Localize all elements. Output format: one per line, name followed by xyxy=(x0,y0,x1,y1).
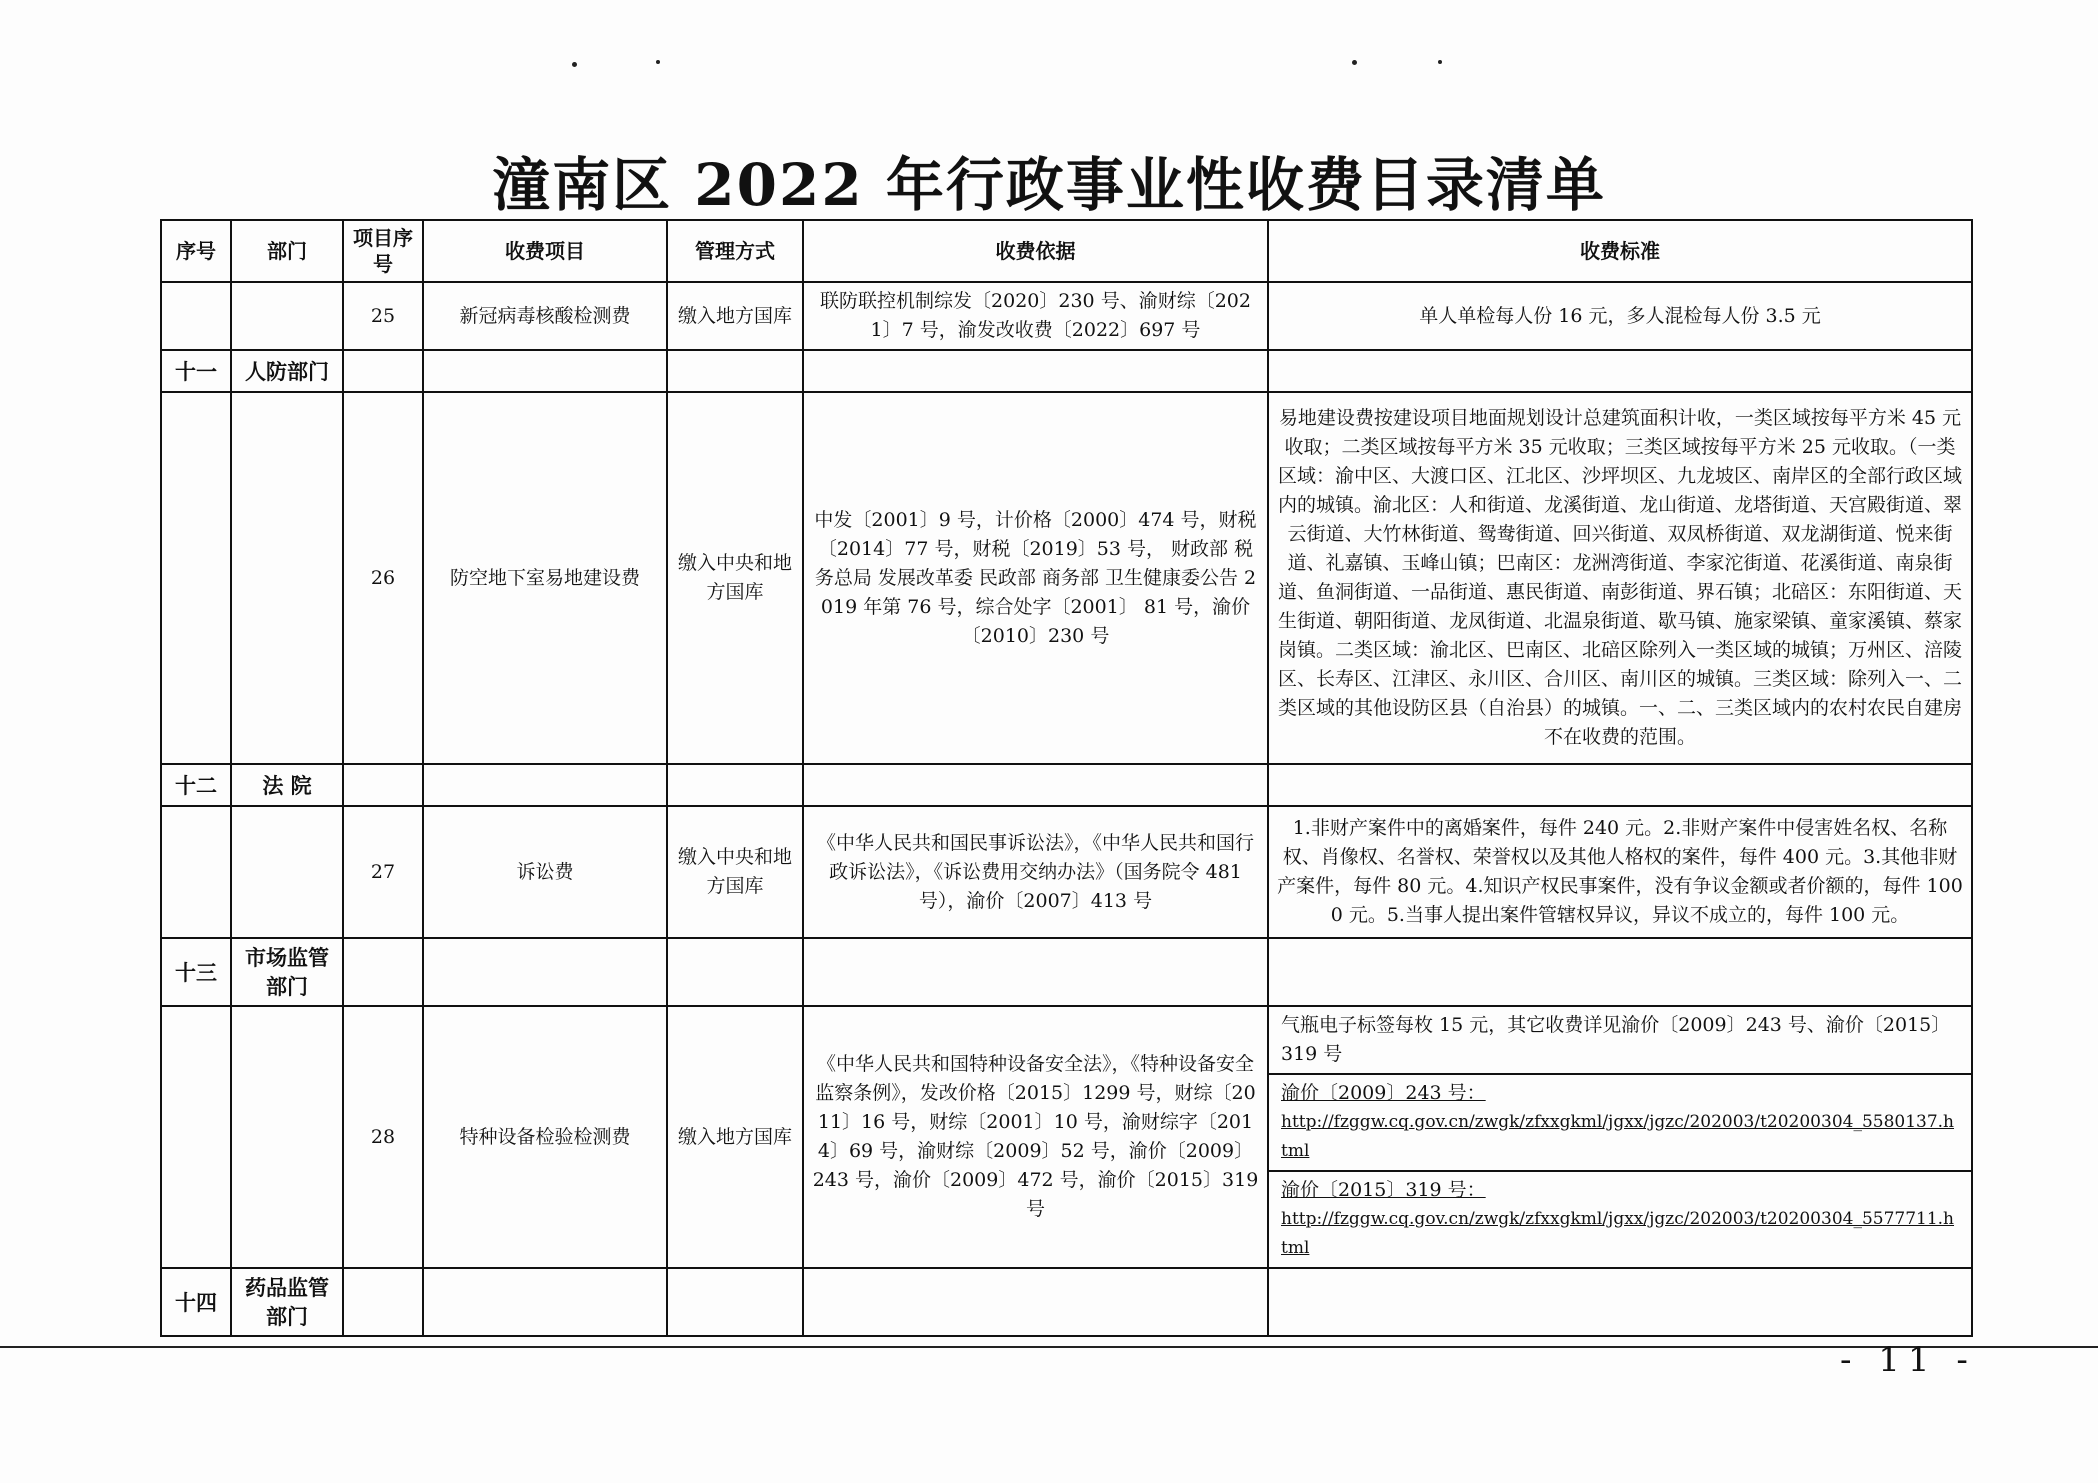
reference-block xyxy=(1269,1073,1971,1170)
table-row xyxy=(161,1006,1972,1268)
section-no: 十三 xyxy=(161,938,231,1006)
section-no: 十二 xyxy=(161,764,231,806)
reference-block xyxy=(1269,1170,1971,1267)
page-number: - 11 - xyxy=(1840,1340,1976,1380)
section-dept: 药品监管部门 xyxy=(231,1268,343,1336)
item-no: 28 xyxy=(343,1006,423,1268)
section-row xyxy=(161,938,1972,1006)
header-basis: 收费依据 xyxy=(803,220,1268,282)
section-dept: 法 院 xyxy=(231,764,343,806)
header-item: 收费项目 xyxy=(423,220,667,282)
fee-standard: 单人单检每人份 16 元，多人混检每人份 3.5 元 xyxy=(1268,282,1972,350)
reference-link[interactable]: http://fzggw.cq.gov.cn/zwgk/zfxxgkml/jgxx/jgzc/202003/t20200304_5577711.html xyxy=(1281,1209,1955,1258)
header-manage: 管理方式 xyxy=(667,220,803,282)
manage-mode: 缴入中央和地方国库 xyxy=(667,806,803,938)
scan-dot xyxy=(1438,60,1442,64)
fee-basis: 中发〔2001〕9 号，计价格〔2000〕474 号，财税〔2014〕77 号，财税〔2019〕53 号， 财政部 税务总局 发展改革委 民政部 商务部 卫生健康委公告 2019 年第 76 号，综合处字〔2001〕 81 号，渝价〔2010〕230 号 xyxy=(803,392,1268,764)
item-no: 25 xyxy=(343,282,423,350)
header-standard: 收费标准 xyxy=(1268,220,1972,282)
scan-dot xyxy=(572,62,577,67)
table-header-row xyxy=(161,220,1972,282)
header-dept: 部门 xyxy=(231,220,343,282)
header-no: 序号 xyxy=(161,220,231,282)
section-no: 十一 xyxy=(161,350,231,392)
item-no: 27 xyxy=(343,806,423,938)
page-title: 潼南区 2022 年行政事业性收费目录清单 xyxy=(492,151,1606,219)
fee-basis: 《中华人民共和国特种设备安全法》，《特种设备安全监察条例》，发改价格〔2015〕1299 号，财综〔2011〕16 号，财综〔2001〕10 号，渝财综字〔2014〕69 号，渝财综〔2009〕52 号，渝价〔2009〕243 号，渝价〔2009〕472 号，渝价〔2015〕319 号 xyxy=(803,1006,1268,1268)
fee-standard: 1.非财产案件中的离婚案件，每件 240 元。2.非财产案件中侵害姓名权、名称权、肖像权、名誉权、荣誉权以及其他人格权的案件，每件 400 元。3.其他非财产案件，每件 80 元。4.知识产权民事案件，没有争议金额或者价额的，每件 1000 元。5.当事人提出案件管辖权异议，异议不成立的，每件 100 元。 xyxy=(1268,806,1972,938)
table-row xyxy=(161,806,1972,938)
fee-basis: 《中华人民共和国民事诉讼法》，《中华人民共和国行政诉讼法》，《诉讼费用交纳办法》（国务院令 481 号），渝价〔2007〕413 号 xyxy=(803,806,1268,938)
section-row xyxy=(161,350,1972,392)
manage-mode: 缴入地方国库 xyxy=(667,282,803,350)
section-dept: 人防部门 xyxy=(231,350,343,392)
reference-label: 渝价〔2009〕243 号： xyxy=(1281,1082,1486,1104)
fee-standard: 易地建设费按建设项目地面规划设计总建筑面积计收，一类区域按每平方米 45 元收取；二类区域按每平方米 35 元收取；三类区域按每平方米 25 元收取。（一类区域：渝中区、大渡口区、江北区、沙坪坝区、九龙坡区、南岸区的全部行政区域内的城镇。渝北区：人和街道、龙溪街道、龙山街道、龙塔街道、天宫殿街道、翠云街道、大竹林街道、鸳鸯街道、回兴街道、双凤桥街道、双龙湖街道、悦来街道、礼嘉镇、玉峰山镇；巴南区：龙洲湾街道、李家沱街道、花溪街道、南泉街道、鱼洞街道、一品街道、惠民街道、南彭街道、界石镇；北碚区：东阳街道、天生街道、朝阳街道、龙凤街道、北温泉街道、歇马镇、施家梁镇、童家溪镇、蔡家岗镇。二类区域：渝北区、巴南区、北碚区除列入一类区域的城镇；万州区、涪陵区、长寿区、江津区、永川区、合川区、南川区的城镇。三类区域：除列入一、二类区域的其他设防区县（自治县）的城镇。一、二、三类区域内的农村农民自建房不在收费的范围。 xyxy=(1268,392,1972,764)
fee-standard xyxy=(1268,1006,1972,1268)
item-name: 诉讼费 xyxy=(423,806,667,938)
scan-dot xyxy=(1352,60,1357,65)
item-name: 新冠病毒核酸检测费 xyxy=(423,282,667,350)
manage-mode: 缴入中央和地方国库 xyxy=(667,392,803,764)
reference-label: 渝价〔2015〕319 号： xyxy=(1281,1179,1486,1201)
fee-catalog-table xyxy=(160,219,1973,1337)
header-item-no: 项目序号 xyxy=(343,220,423,282)
table-row xyxy=(161,392,1972,764)
item-name: 防空地下室易地建设费 xyxy=(423,392,667,764)
section-row xyxy=(161,764,1972,806)
fee-basis: 联防联控机制综发〔2020〕230 号、渝财综〔2021〕7 号，渝发改收费〔2022〕697 号 xyxy=(803,282,1268,350)
scan-dot xyxy=(656,60,660,64)
section-row xyxy=(161,1268,1972,1336)
item-name: 特种设备检验检测费 xyxy=(423,1006,667,1268)
footer-rule xyxy=(0,1346,2098,1348)
fee-standard-main: 气瓶电子标签每枚 15 元，其它收费详见渝价〔2009〕243 号、渝价〔2015〕319 号 xyxy=(1281,1014,1951,1065)
table-row xyxy=(161,282,1972,350)
item-no: 26 xyxy=(343,392,423,764)
manage-mode: 缴入地方国库 xyxy=(667,1006,803,1268)
section-no: 十四 xyxy=(161,1268,231,1336)
reference-link[interactable]: http://fzggw.cq.gov.cn/zwgk/zfxxgkml/jgxx/jgzc/202003/t20200304_5580137.html xyxy=(1281,1112,1955,1161)
section-dept: 市场监管部门 xyxy=(231,938,343,1006)
